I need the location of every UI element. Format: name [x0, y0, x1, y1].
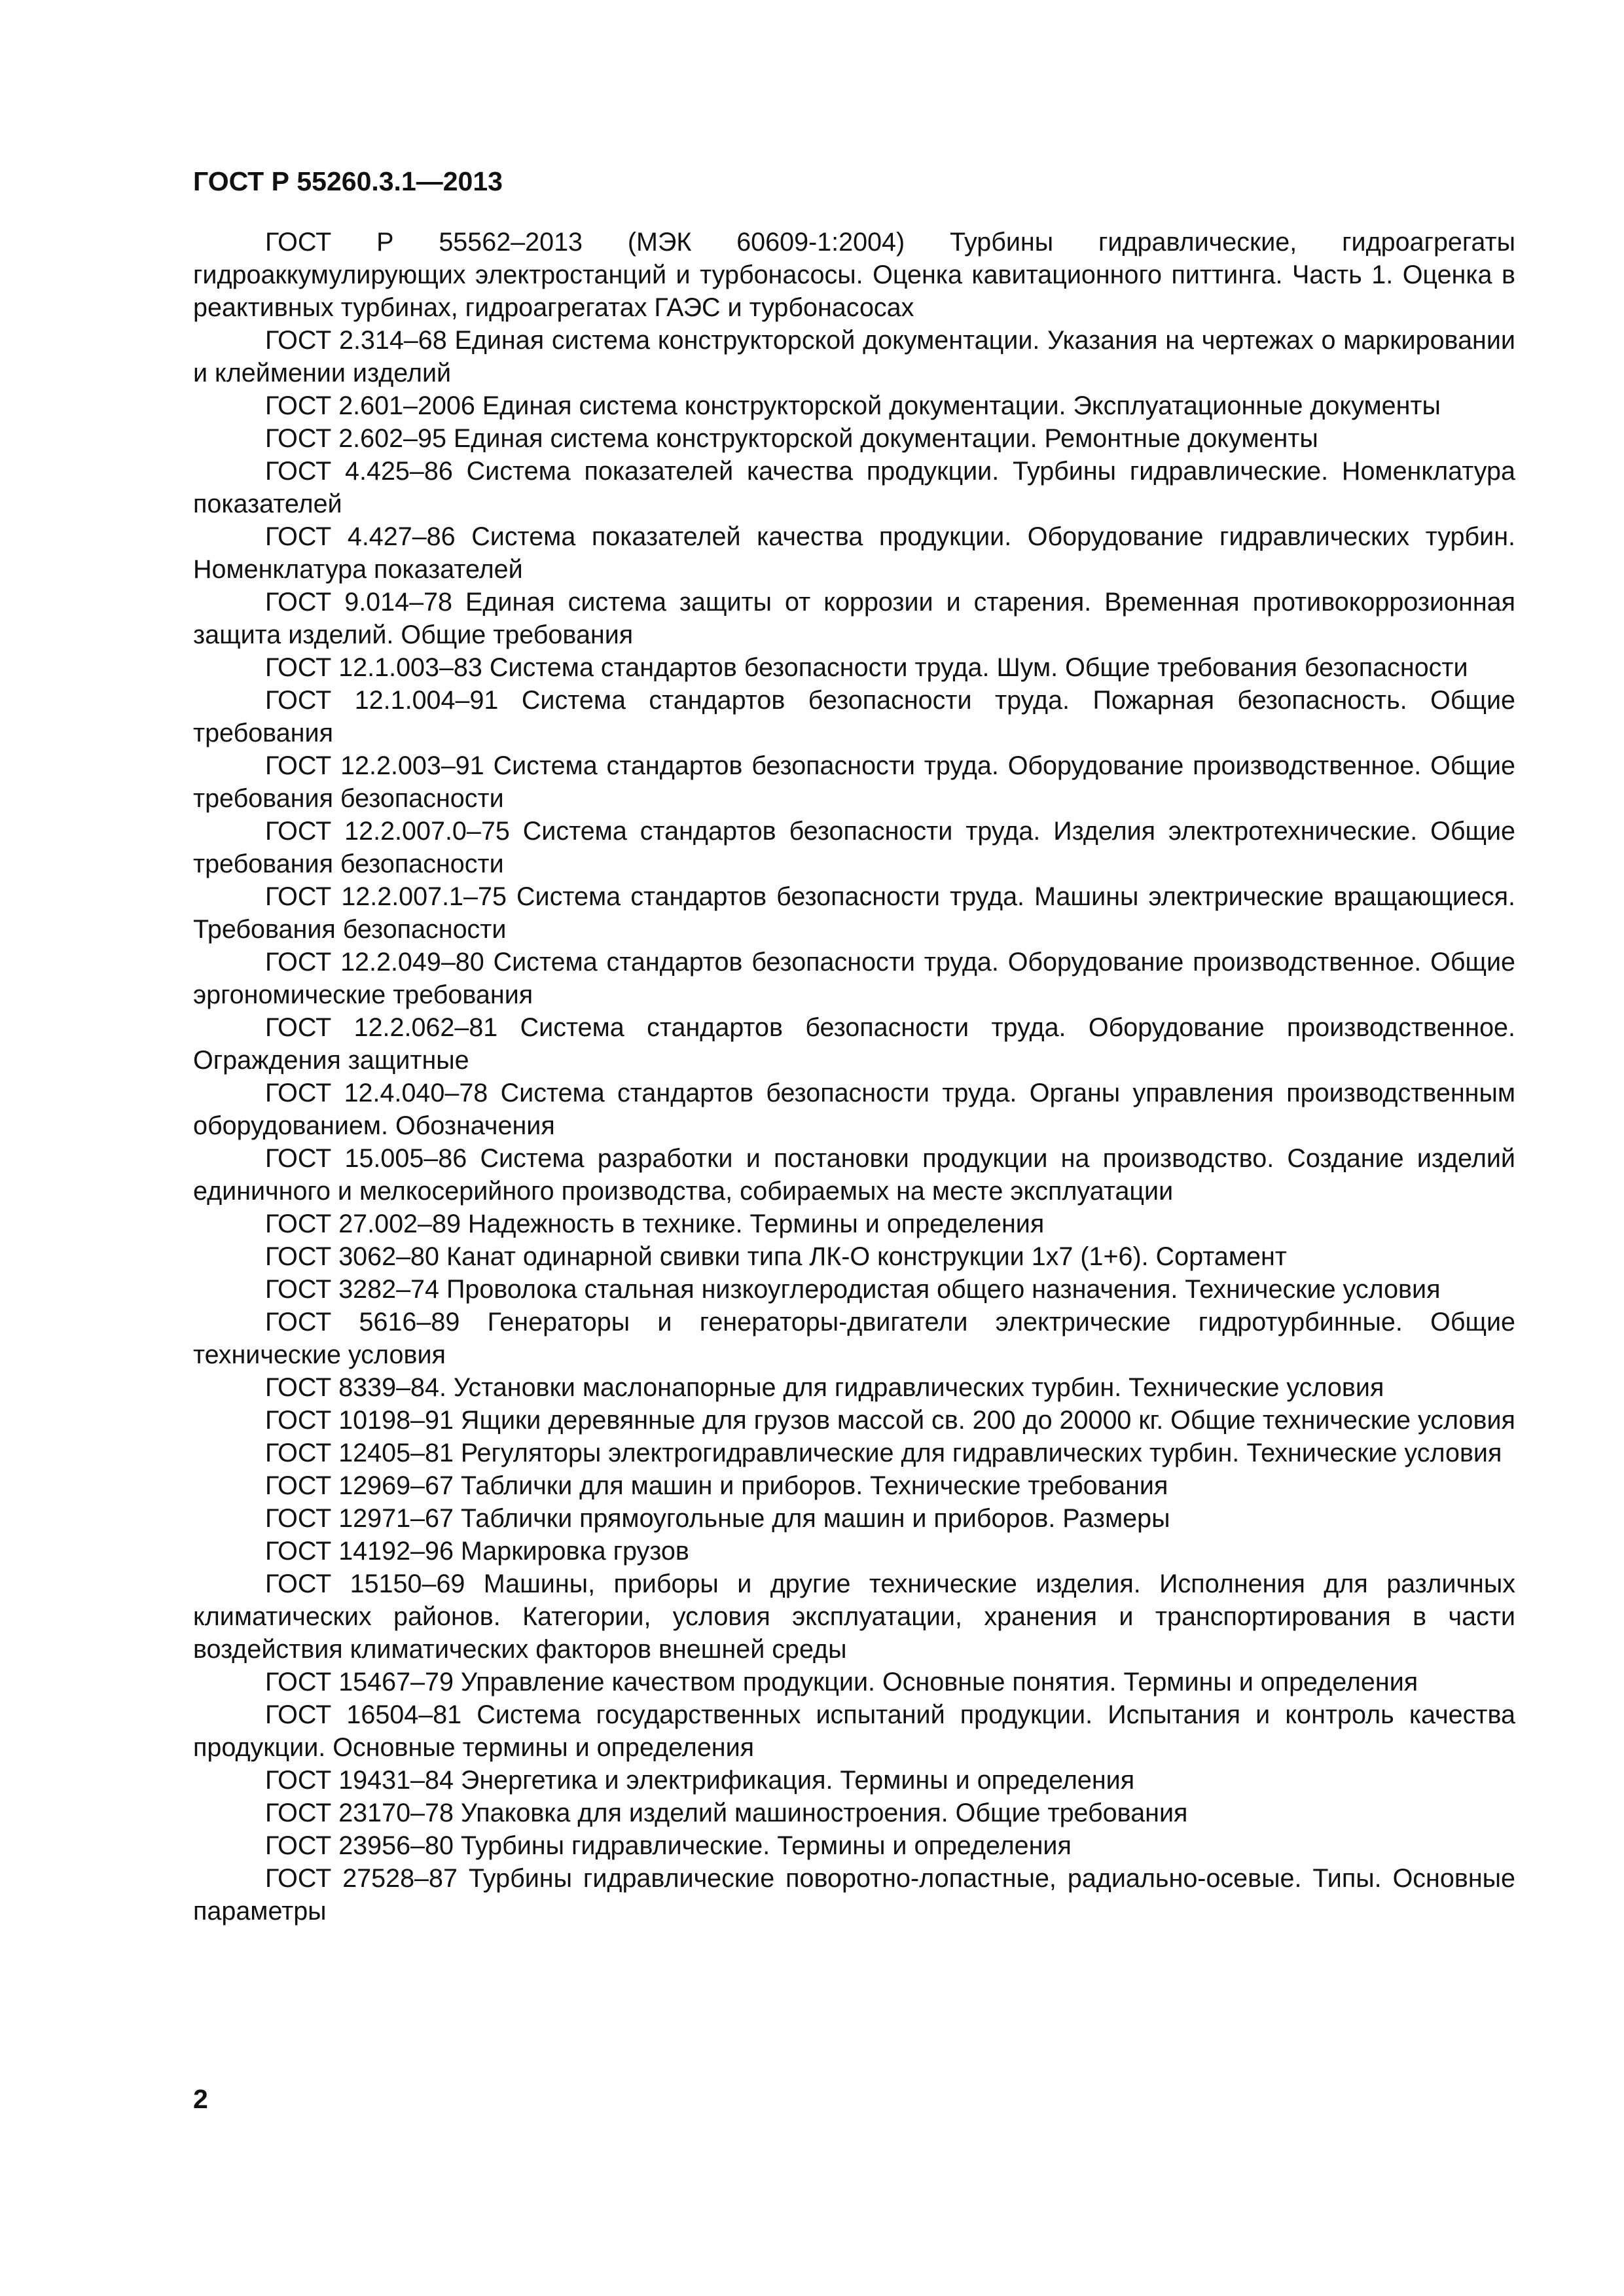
reference-item: ГОСТ 19431–84 Энергетика и электрификация. Термины и определения	[265, 1766, 1135, 1795]
normative-references-list	[193, 226, 1515, 1928]
reference-item: ГОСТ 27.002–89 Надежность в технике. Термины и определения	[265, 1210, 1045, 1238]
reference-item: ГОСТ 15150–69 Машины, приборы и другие технические изделия. Исполнения для различных климатических районов. Категории, условия эксплуатации, хранения и транспортирования в части воздействия климатических факторов внешней среды	[193, 1570, 1515, 1664]
reference-item: ГОСТ 12.2.062–81 Система стандартов безопасности труда. Оборудование производственное. Ограждения защитные	[193, 1013, 1515, 1075]
reference-item: ГОСТ 12.2.007.0–75 Система стандартов безопасности труда. Изделия электротехнические. Общие требования безопасности	[193, 817, 1515, 878]
reference-item: ГОСТ 12.1.003–83 Система стандартов безопасности труда. Шум. Общие требования безопасности	[265, 653, 1468, 682]
reference-item: ГОСТ 10198–91 Ящики деревянные для грузов массой св. 200 до 20000 кг. Общие технические условия	[265, 1406, 1515, 1435]
reference-item: ГОСТ 15.005–86 Система разработки и постановки продукции на производство. Создание изделий единичного и мелкосерийного производства, собираемых на месте эксплуатации	[193, 1144, 1515, 1206]
reference-item: ГОСТ 2.601–2006 Единая система конструкторской документации. Эксплуатационные документы	[265, 391, 1441, 420]
page-number: 2	[193, 2084, 208, 2114]
reference-item: ГОСТ 23170–78 Упаковка для изделий машиностроения. Общие требования	[265, 1799, 1188, 1827]
reference-item: ГОСТ 9.014–78 Единая система защиты от коррозии и старения. Временная противокоррозионная защита изделий. Общие требования	[193, 588, 1515, 649]
reference-item: ГОСТ 12969–67 Таблички для машин и приборов. Технические требования	[265, 1471, 1168, 1500]
reference-item: ГОСТ 2.314–68 Единая система конструкторской документации. Указания на чертежах о маркировании и клеймении изделий	[193, 326, 1515, 387]
reference-item: ГОСТ 23956–80 Турбины гидравлические. Термины и определения	[265, 1831, 1072, 1860]
reference-item: ГОСТ 27528–87 Турбины гидравлические поворотно-лопастные, радиально-осевые. Типы. Основные параметры	[193, 1864, 1515, 1926]
reference-item: ГОСТ 4.427–86 Система показателей качества продукции. Оборудование гидравлических турбин. Номенклатура показателей	[193, 522, 1515, 584]
reference-item: ГОСТ 14192–96 Маркировка грузов	[265, 1537, 689, 1566]
reference-item: ГОСТ 12.2.007.1–75 Система стандартов безопасности труда. Машины электрические вращающиеся. Требования безопасности	[193, 882, 1515, 944]
reference-item: ГОСТ 12971–67 Таблички прямоугольные для машин и приборов. Размеры	[265, 1504, 1170, 1533]
reference-item: ГОСТ Р 55562–2013 (МЭК 60609-1:2004) Турбины гидравлические, гидроагрегаты гидроаккумулирующих электростанций и турбонасосы. Оценка кавитационного питтинга. Часть 1. Оценка в реактивных турбинах, гидроагрегатах ГАЭС и турбонасосах	[193, 228, 1515, 322]
reference-item: ГОСТ 3062–80 Канат одинарной свивки типа ЛК-О конструкции 1х7 (1+6). Сортамент	[265, 1242, 1287, 1271]
reference-item: ГОСТ 12.4.040–78 Система стандартов безопасности труда. Органы управления производственным оборудованием. Обозначения	[193, 1079, 1515, 1140]
reference-item: ГОСТ 15467–79 Управление качеством продукции. Основные понятия. Термины и определения	[265, 1668, 1418, 1696]
document-header: ГОСТ Р 55260.3.1—2013	[193, 166, 503, 196]
reference-item: ГОСТ 12.1.004–91 Система стандартов безопасности труда. Пожарная безопасность. Общие требования	[193, 686, 1515, 747]
reference-item: ГОСТ 8339–84. Установки маслонапорные для гидравлических турбин. Технические условия	[265, 1373, 1384, 1402]
reference-item: ГОСТ 3282–74 Проволока стальная низкоуглеродистая общего назначения. Технические условия	[265, 1275, 1441, 1304]
reference-item: ГОСТ 4.425–86 Система показателей качества продукции. Турбины гидравлические. Номенклатура показателей	[193, 457, 1515, 518]
reference-item: ГОСТ 12.2.003–91 Система стандартов безопасности труда. Оборудование производственное. Общие требования безопасности	[193, 751, 1515, 813]
reference-item: ГОСТ 16504–81 Система государственных испытаний продукции. Испытания и контроль качества продукции. Основные термины и определения	[193, 1700, 1515, 1762]
reference-item: ГОСТ 5616–89 Генераторы и генераторы-двигатели электрические гидротурбинные. Общие технические условия	[193, 1308, 1515, 1369]
reference-item: ГОСТ 12405–81 Регуляторы электрогидравлические для гидравлических турбин. Технические условия	[265, 1439, 1502, 1467]
reference-item: ГОСТ 2.602–95 Единая система конструкторской документации. Ремонтные документы	[265, 424, 1318, 453]
reference-item: ГОСТ 12.2.049–80 Система стандартов безопасности труда. Оборудование производственное. Общие эргономические требования	[193, 948, 1515, 1009]
